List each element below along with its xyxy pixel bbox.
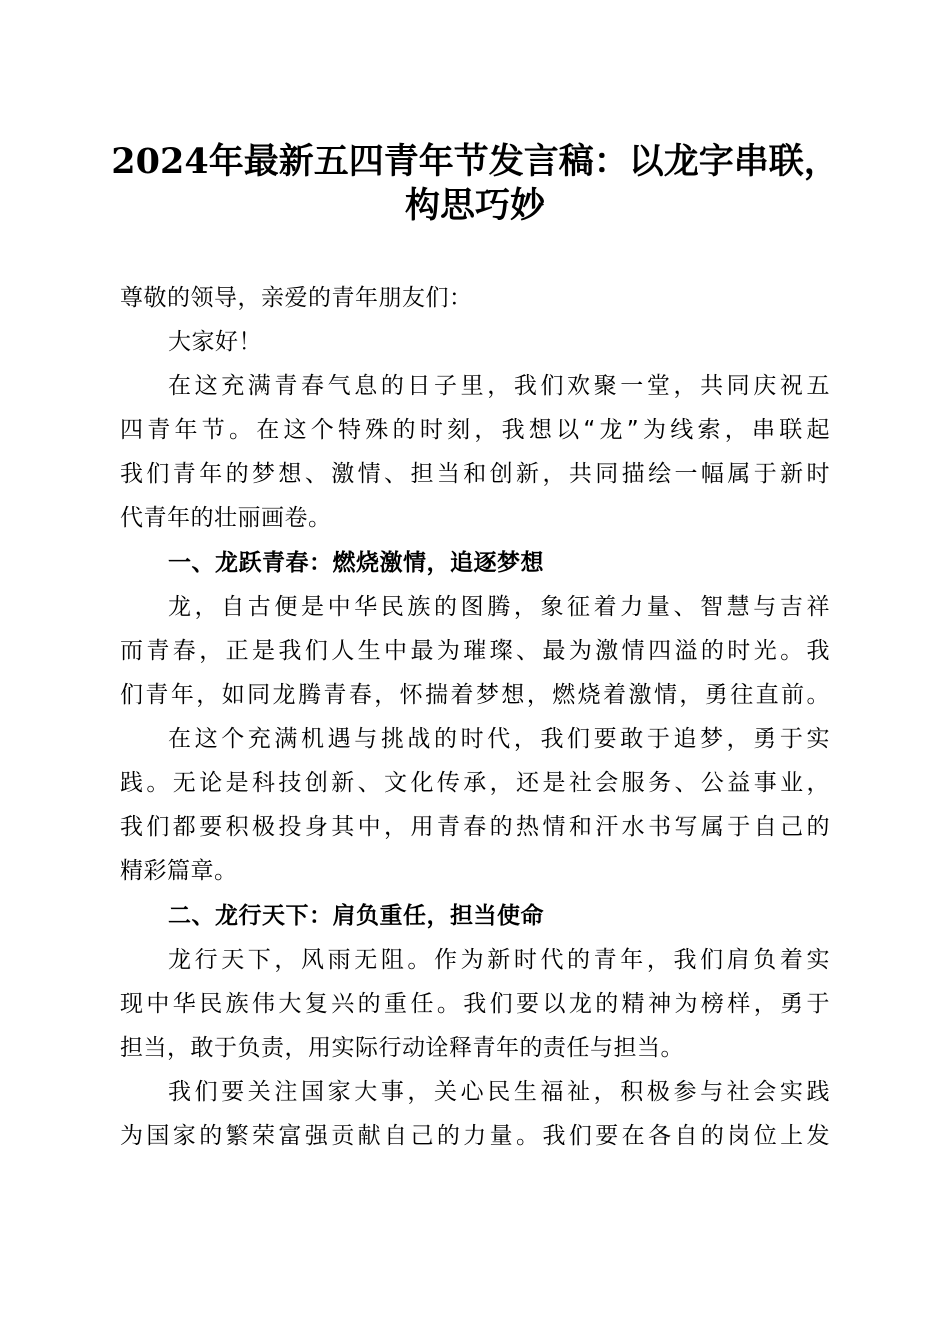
- paragraph-line: 我们青年的梦想、激情、担当和创新，共同描绘一幅属于新时: [120, 461, 830, 487]
- section-heading-1: 一、龙跃青春：燃烧激情，追逐梦想: [168, 550, 544, 576]
- paragraph-line: 龙行天下，风雨无阻。作为新时代的青年，我们肩负着实: [168, 947, 830, 973]
- paragraph-line: 龙，自古便是中华民族的图腾，象征着力量、智慧与吉祥: [168, 594, 830, 620]
- paragraph-line: 践。无论是科技创新、文化传承，还是社会服务、公益事业，: [120, 770, 830, 796]
- salutation: 尊敬的领导，亲爱的青年朋友们：: [120, 285, 473, 311]
- paragraph-line: 我们要关注国家大事，关心民生福祉，积极参与社会实践: [168, 1079, 830, 1105]
- paragraph-line: 我们都要积极投身其中，用青春的热情和汗水书写属于自己的: [120, 814, 830, 840]
- paragraph-line: 精彩篇章。: [120, 858, 238, 884]
- greeting: 大家好！: [168, 329, 262, 355]
- document-title-line-2: 构思巧妙: [404, 185, 545, 226]
- paragraph-line: 担当，敢于负责，用实际行动诠释青年的责任与担当。: [120, 1035, 684, 1061]
- paragraph-line: 四青年节。在这个特殊的时刻，我想以“龙”为线索，串联起: [120, 417, 830, 443]
- paragraph-line: 在这充满青春气息的日子里，我们欢聚一堂，共同庆祝五: [168, 373, 830, 399]
- paragraph-line: 为国家的繁荣富强贡献自己的力量。我们要在各自的岗位上发: [120, 1123, 830, 1149]
- document-title-line-1: 2024年最新五四青年节发言稿：以龙字串联，: [111, 141, 839, 182]
- paragraph-line: 而青春，正是我们人生中最为璀璨、最为激情四溢的时光。我: [120, 638, 830, 664]
- paragraph-line: 现中华民族伟大复兴的重任。我们要以龙的精神为榜样，勇于: [120, 991, 830, 1017]
- paragraph-line: 在这个充满机遇与挑战的时代，我们要敢于追梦，勇于实: [168, 726, 830, 752]
- paragraph-line: 们青年，如同龙腾青春，怀揣着梦想，燃烧着激情，勇往直前。: [120, 682, 830, 708]
- paragraph-line: 代青年的壮丽画卷。: [120, 505, 332, 531]
- section-heading-2: 二、龙行天下：肩负重任，担当使命: [168, 903, 544, 929]
